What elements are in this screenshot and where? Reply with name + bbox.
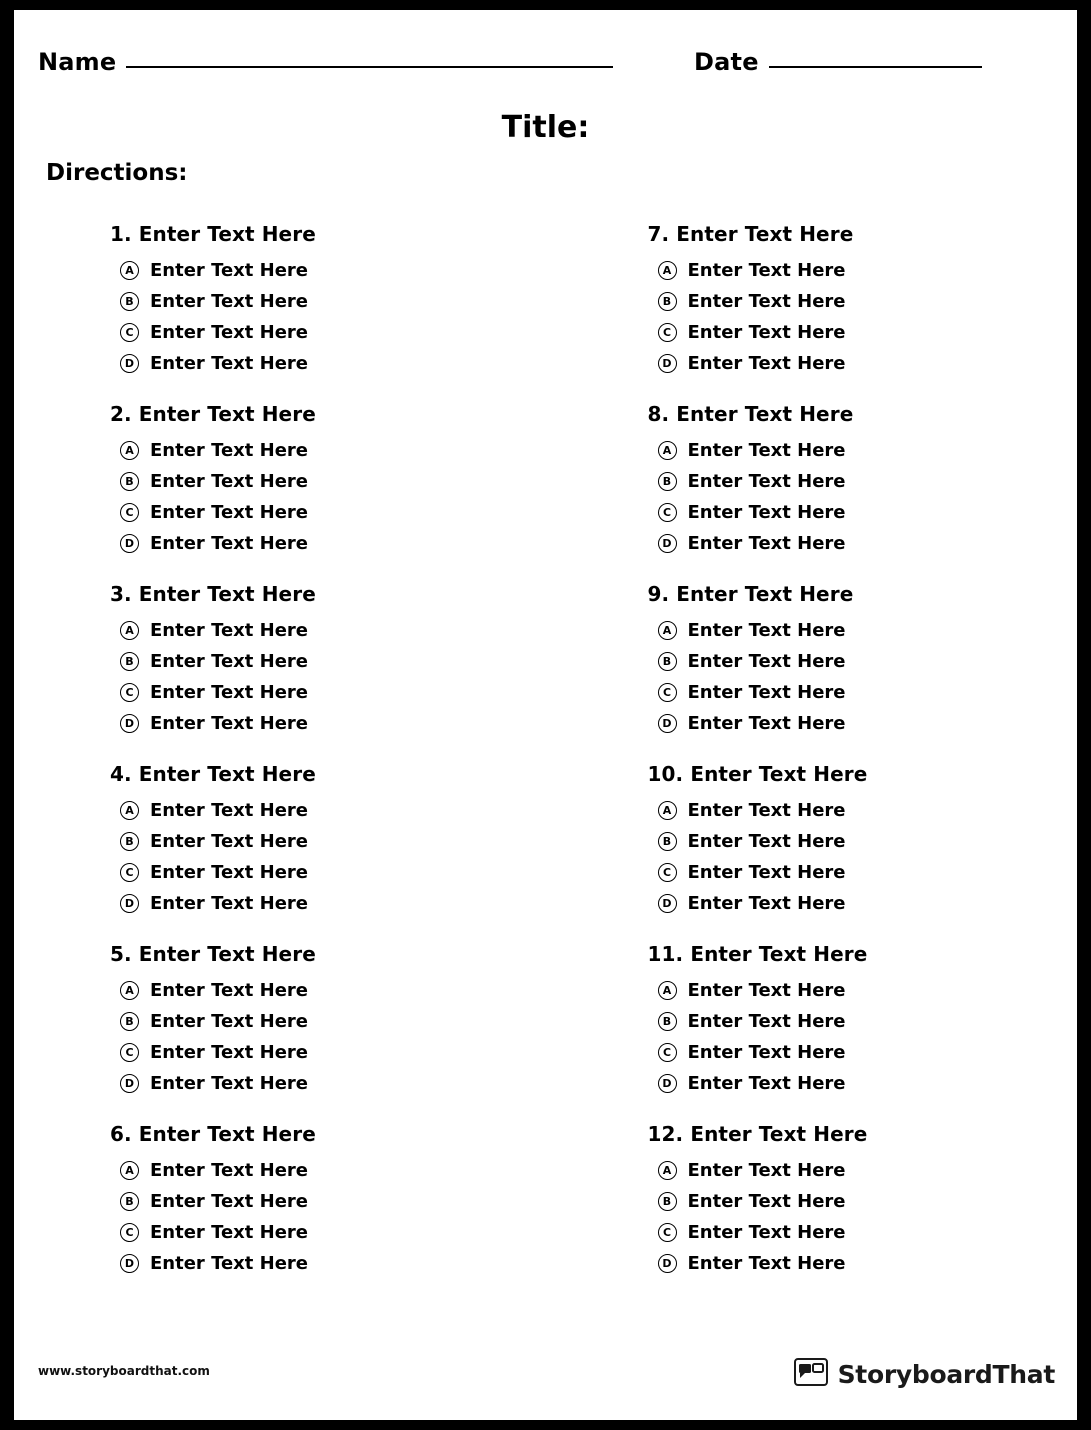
choice-label: Enter Text Here [150, 1160, 309, 1181]
question-text: Enter Text Here [676, 582, 854, 606]
question-number: 6. [110, 1122, 132, 1146]
choice-option[interactable] [658, 682, 1078, 703]
choice-option[interactable] [658, 980, 1078, 1001]
speech-bubble-icon [794, 1358, 828, 1390]
choice-option[interactable] [658, 1073, 1078, 1094]
choice-label: Enter Text Here [687, 440, 846, 461]
question-title[interactable] [110, 582, 546, 606]
question-item [648, 942, 1078, 1094]
choice-label: Enter Text Here [687, 682, 846, 703]
choice-label: Enter Text Here [687, 260, 846, 281]
choice-label: Enter Text Here [687, 1073, 846, 1094]
choice-bubble-a[interactable]: A [120, 441, 139, 460]
choice-option[interactable] [120, 1073, 546, 1094]
choice-bubble-c[interactable]: C [120, 503, 139, 522]
question-title[interactable] [648, 942, 1078, 966]
question-title[interactable] [648, 762, 1078, 786]
question-title[interactable] [648, 402, 1078, 426]
choice-option[interactable] [658, 533, 1078, 554]
choice-label: Enter Text Here [150, 291, 309, 312]
choice-bubble-a[interactable]: A [658, 1161, 677, 1180]
choice-option[interactable] [658, 260, 1078, 281]
choice-option[interactable] [120, 980, 546, 1001]
choice-bubble-a[interactable]: A [658, 261, 677, 280]
question-title[interactable] [648, 582, 1078, 606]
choice-label: Enter Text Here [150, 893, 309, 914]
choice-bubble-d[interactable]: D [120, 1254, 139, 1273]
choice-bubble-b[interactable]: B [120, 1192, 139, 1211]
question-title[interactable] [110, 402, 546, 426]
choice-option[interactable] [120, 682, 546, 703]
choice-bubble-a[interactable]: A [120, 1161, 139, 1180]
questions-column-right [546, 222, 1078, 1302]
choice-option[interactable] [120, 800, 546, 821]
choice-bubble-b[interactable]: B [120, 472, 139, 491]
choice-label: Enter Text Here [150, 1253, 309, 1274]
choice-label: Enter Text Here [150, 1042, 309, 1063]
choice-option[interactable] [658, 620, 1078, 641]
question-text: Enter Text Here [138, 402, 316, 426]
question-title[interactable] [648, 1122, 1078, 1146]
question-item [110, 402, 546, 554]
choice-bubble-d[interactable]: D [120, 1074, 139, 1093]
choice-option[interactable] [658, 651, 1078, 672]
brand-logo[interactable] [794, 1358, 1055, 1390]
question-text: Enter Text Here [138, 1122, 316, 1146]
question-number: 3. [110, 582, 132, 606]
choice-option[interactable] [658, 353, 1078, 374]
choice-option[interactable] [120, 471, 546, 492]
choice-option[interactable] [658, 502, 1078, 523]
choice-option[interactable] [658, 1011, 1078, 1032]
name-write-line[interactable] [126, 66, 613, 68]
question-number: 8. [647, 402, 670, 426]
choice-bubble-d[interactable]: D [658, 354, 677, 373]
question-title[interactable] [110, 762, 546, 786]
choice-bubble-b[interactable]: B [120, 652, 139, 671]
choice-label: Enter Text Here [687, 1191, 846, 1212]
header-fields [14, 48, 1077, 94]
question-text: Enter Text Here [138, 582, 316, 606]
choice-option[interactable] [120, 260, 546, 281]
questions-column-left [14, 222, 546, 1302]
choice-bubble-b[interactable]: B [120, 1012, 139, 1031]
choice-bubble-a[interactable]: A [120, 981, 139, 1000]
choice-option[interactable] [658, 1222, 1078, 1243]
choice-bubble-c[interactable]: C [120, 323, 139, 342]
choice-bubble-a[interactable]: A [658, 981, 677, 1000]
question-item [110, 762, 546, 914]
question-text: Enter Text Here [138, 222, 316, 246]
choice-bubble-b[interactable]: B [120, 832, 139, 851]
choice-bubble-a[interactable]: A [120, 261, 139, 280]
choice-label: Enter Text Here [150, 862, 309, 883]
choice-bubble-b[interactable]: B [658, 472, 677, 491]
choice-label: Enter Text Here [687, 651, 846, 672]
choice-bubble-c[interactable]: C [658, 323, 677, 342]
choice-bubble-d[interactable]: D [120, 354, 139, 373]
brand-name: StoryboardThat [837, 1359, 1055, 1389]
question-item [648, 222, 1078, 374]
choice-option[interactable] [120, 353, 546, 374]
choice-label: Enter Text Here [150, 800, 309, 821]
choice-label: Enter Text Here [150, 471, 309, 492]
choice-label: Enter Text Here [150, 1191, 309, 1212]
choice-bubble-b[interactable]: B [658, 292, 677, 311]
choice-label: Enter Text Here [687, 893, 846, 914]
choice-option[interactable] [658, 862, 1078, 883]
date-field-group [694, 48, 982, 76]
choice-option[interactable] [120, 620, 546, 641]
question-number: 10. [647, 762, 684, 786]
date-write-line[interactable] [769, 66, 982, 68]
choice-bubble-a[interactable]: A [120, 621, 139, 640]
question-number: 4. [110, 762, 132, 786]
question-text: Enter Text Here [138, 942, 316, 966]
choice-bubble-c[interactable]: C [120, 683, 139, 702]
choice-label: Enter Text Here [687, 1222, 846, 1243]
choice-option[interactable] [658, 1191, 1078, 1212]
choice-label: Enter Text Here [150, 1011, 309, 1032]
question-item [110, 222, 546, 374]
choice-option[interactable] [658, 713, 1078, 734]
question-number: 1. [110, 222, 132, 246]
choice-option[interactable] [658, 322, 1078, 343]
question-text: Enter Text Here [690, 942, 868, 966]
choice-option[interactable] [658, 831, 1078, 852]
choice-option[interactable] [658, 1160, 1078, 1181]
choice-label: Enter Text Here [150, 322, 309, 343]
choice-label: Enter Text Here [687, 1253, 846, 1274]
choice-option[interactable] [120, 1222, 546, 1243]
choice-label: Enter Text Here [687, 1042, 846, 1063]
choice-bubble-a[interactable]: A [658, 801, 677, 820]
question-item [648, 582, 1078, 734]
choice-label: Enter Text Here [687, 800, 846, 821]
choice-option[interactable] [120, 893, 546, 914]
choice-bubble-c[interactable]: C [120, 1043, 139, 1062]
choice-bubble-b[interactable]: B [658, 1192, 677, 1211]
question-item [648, 762, 1078, 914]
choice-label: Enter Text Here [150, 502, 309, 523]
choice-bubble-a[interactable]: A [658, 621, 677, 640]
choice-option[interactable] [120, 533, 546, 554]
choice-bubble-d[interactable]: D [658, 1074, 677, 1093]
choice-option[interactable] [120, 651, 546, 672]
name-field-group [38, 48, 613, 76]
choice-option[interactable] [658, 800, 1078, 821]
choice-bubble-d[interactable]: D [120, 894, 139, 913]
choice-bubble-b[interactable]: B [658, 832, 677, 851]
choice-bubble-c[interactable]: C [120, 1223, 139, 1242]
choice-label: Enter Text Here [687, 1011, 846, 1032]
questions-columns [14, 222, 1077, 1302]
question-number: 9. [647, 582, 670, 606]
choice-option[interactable] [658, 291, 1078, 312]
choice-bubble-d[interactable]: D [658, 1254, 677, 1273]
choice-bubble-c[interactable]: C [658, 503, 677, 522]
question-number: 5. [110, 942, 132, 966]
footer-website-url[interactable]: www.storyboardthat.com [38, 1364, 210, 1378]
choice-label: Enter Text Here [150, 620, 309, 641]
choice-label: Enter Text Here [150, 831, 309, 852]
choice-bubble-a[interactable]: A [658, 441, 677, 460]
choice-label: Enter Text Here [687, 502, 846, 523]
choice-label: Enter Text Here [687, 862, 846, 883]
choice-bubble-c[interactable]: C [120, 863, 139, 882]
date-label: Date [694, 48, 759, 76]
choice-label: Enter Text Here [150, 980, 309, 1001]
question-title[interactable] [648, 222, 1078, 246]
question-item [110, 1122, 546, 1274]
question-item [648, 1122, 1078, 1274]
choice-bubble-b[interactable]: B [658, 1012, 677, 1031]
choice-label: Enter Text Here [687, 713, 846, 734]
choice-label: Enter Text Here [687, 620, 846, 641]
question-text: Enter Text Here [676, 402, 854, 426]
choice-option[interactable] [658, 440, 1078, 461]
question-item [110, 942, 546, 1094]
directions-label[interactable]: Directions: [46, 160, 188, 186]
choice-option[interactable] [120, 502, 546, 523]
choice-label: Enter Text Here [150, 353, 309, 374]
question-number: 7. [647, 222, 670, 246]
question-text: Enter Text Here [138, 762, 316, 786]
choice-option[interactable] [120, 1253, 546, 1274]
choice-bubble-c[interactable]: C [658, 683, 677, 702]
choice-bubble-a[interactable]: A [120, 801, 139, 820]
choice-label: Enter Text Here [150, 1222, 309, 1243]
choice-label: Enter Text Here [150, 260, 309, 281]
choice-label: Enter Text Here [687, 533, 846, 554]
choice-label: Enter Text Here [150, 1073, 309, 1094]
choice-label: Enter Text Here [150, 682, 309, 703]
choice-option[interactable] [120, 1160, 546, 1181]
choice-label: Enter Text Here [687, 831, 846, 852]
page-title[interactable]: Title: [501, 110, 590, 145]
question-number: 11. [647, 942, 684, 966]
choice-option[interactable] [658, 1253, 1078, 1274]
choice-option[interactable] [120, 713, 546, 734]
choice-bubble-d[interactable]: D [120, 714, 139, 733]
choice-option[interactable] [120, 322, 546, 343]
choice-label: Enter Text Here [150, 713, 309, 734]
name-label: Name [38, 48, 117, 76]
choice-label: Enter Text Here [150, 651, 309, 672]
choice-option[interactable] [658, 471, 1078, 492]
choice-label: Enter Text Here [687, 291, 846, 312]
choice-option[interactable] [120, 1011, 546, 1032]
choice-label: Enter Text Here [150, 440, 309, 461]
choice-label: Enter Text Here [150, 533, 309, 554]
choice-bubble-d[interactable]: D [120, 534, 139, 553]
choice-option[interactable] [120, 831, 546, 852]
choice-option[interactable] [120, 1191, 546, 1212]
choice-label: Enter Text Here [687, 471, 846, 492]
choice-bubble-d[interactable]: D [658, 894, 677, 913]
choice-bubble-c[interactable]: C [658, 863, 677, 882]
choice-bubble-b[interactable]: B [658, 652, 677, 671]
question-item [110, 582, 546, 734]
question-title[interactable] [110, 222, 546, 246]
choice-label: Enter Text Here [687, 980, 846, 1001]
question-text: Enter Text Here [690, 1122, 868, 1146]
choice-label: Enter Text Here [687, 322, 846, 343]
choice-option[interactable] [658, 893, 1078, 914]
question-title[interactable] [110, 1122, 546, 1146]
question-text: Enter Text Here [676, 222, 854, 246]
choice-label: Enter Text Here [687, 1160, 846, 1181]
choice-bubble-c[interactable]: C [658, 1043, 677, 1062]
choice-option[interactable] [120, 1042, 546, 1063]
choice-bubble-d[interactable]: D [658, 534, 677, 553]
question-text: Enter Text Here [690, 762, 868, 786]
choice-option[interactable] [120, 862, 546, 883]
choice-option[interactable] [120, 440, 546, 461]
choice-bubble-d[interactable]: D [658, 714, 677, 733]
choice-option[interactable] [658, 1042, 1078, 1063]
choice-option[interactable] [120, 291, 546, 312]
question-number: 12. [647, 1122, 684, 1146]
choice-bubble-b[interactable]: B [120, 292, 139, 311]
question-title[interactable] [110, 942, 546, 966]
worksheet-page [14, 10, 1077, 1420]
question-item [648, 402, 1078, 554]
question-number: 2. [110, 402, 132, 426]
choice-bubble-c[interactable]: C [658, 1223, 677, 1242]
choice-label: Enter Text Here [687, 353, 846, 374]
